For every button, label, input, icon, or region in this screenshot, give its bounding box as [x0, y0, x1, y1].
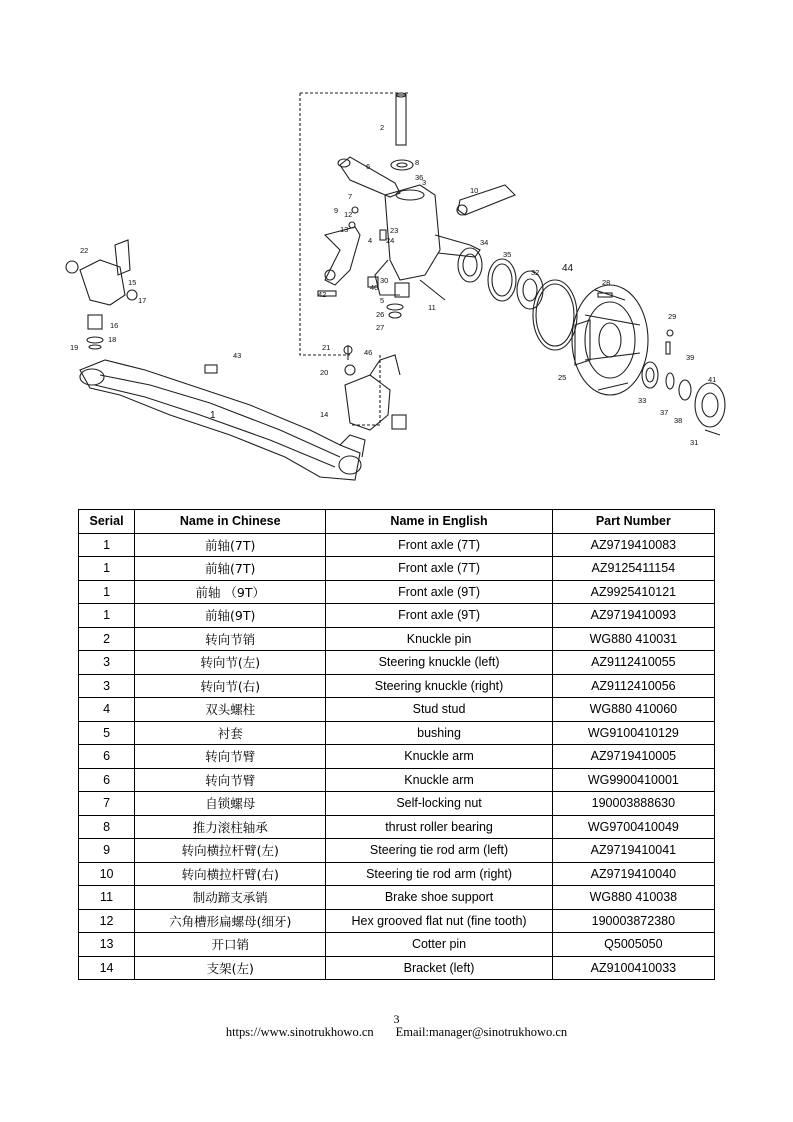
serial-cell: 6	[79, 768, 135, 792]
english-name-cell: Front axle (7T)	[326, 557, 552, 581]
table-row	[79, 627, 715, 651]
svg-text:20: 20	[320, 368, 329, 377]
serial-cell: 12	[79, 909, 135, 933]
page-footer	[0, 1025, 793, 1040]
part-number-cell: AZ9112410055	[552, 651, 714, 675]
english-name-cell: Steering tie rod arm (left)	[326, 839, 552, 863]
svg-text:27: 27	[376, 323, 385, 332]
table-row	[79, 698, 715, 722]
table-row	[79, 721, 715, 745]
english-name-cell: Hex grooved flat nut (fine tooth)	[326, 909, 552, 933]
svg-text:43: 43	[233, 351, 242, 360]
front-axle-beam	[80, 360, 365, 480]
svg-text:8: 8	[415, 158, 420, 167]
english-name-cell: Knuckle arm	[326, 768, 552, 792]
chinese-name-cell: 制动蹄支承销	[135, 886, 326, 910]
part-number-cell: AZ9719410005	[552, 745, 714, 769]
english-name-cell: Front axle (9T)	[326, 604, 552, 628]
serial-cell: 9	[79, 839, 135, 863]
chinese-name-cell: 开口销	[135, 933, 326, 957]
svg-text:36: 36	[415, 173, 424, 182]
serial-cell: 7	[79, 792, 135, 816]
serial-cell: 3	[79, 674, 135, 698]
part-number-cell: WG9700410049	[552, 815, 714, 839]
website-link[interactable]: https://www.sinotrukhowo.cn	[225, 1025, 374, 1039]
serial-cell: 2	[79, 627, 135, 651]
part-number-cell: WG880 410031	[552, 627, 714, 651]
english-name-cell: bushing	[326, 721, 552, 745]
table-row	[79, 909, 715, 933]
svg-text:37: 37	[660, 408, 669, 417]
svg-text:26: 26	[376, 310, 385, 319]
chinese-name-cell: 转向横拉杆臂(左)	[135, 839, 326, 863]
svg-text:21: 21	[322, 343, 331, 352]
parts-table	[78, 509, 715, 980]
table-header-row	[79, 510, 715, 534]
serial-cell: 1	[79, 580, 135, 604]
svg-text:9: 9	[334, 206, 339, 215]
svg-text:32: 32	[531, 268, 540, 277]
english-name-cell: Brake shoe support	[326, 886, 552, 910]
part-number-cell: 190003872380	[552, 909, 714, 933]
chinese-name-cell: 自锁螺母	[135, 792, 326, 816]
part-number-cell: AZ9125411154	[552, 557, 714, 581]
part-number-cell: WG9100410129	[552, 721, 714, 745]
svg-text:2: 2	[380, 123, 385, 132]
svg-text:30: 30	[380, 276, 389, 285]
chinese-name-cell: 转向节销	[135, 627, 326, 651]
svg-text:22: 22	[80, 246, 89, 255]
wheel-hub	[572, 285, 648, 395]
english-name-cell: Cotter pin	[326, 933, 552, 957]
table-row	[79, 604, 715, 628]
svg-text:17: 17	[138, 296, 147, 305]
svg-text:13: 13	[340, 225, 349, 234]
part-number-cell: WG880 410038	[552, 886, 714, 910]
chinese-name-cell: 前轴(9T)	[135, 604, 326, 628]
serial-cell: 3	[79, 651, 135, 675]
svg-text:5: 5	[380, 296, 385, 305]
header-part-number: Part Number	[552, 510, 714, 534]
svg-text:4: 4	[368, 236, 373, 245]
svg-text:19: 19	[70, 343, 79, 352]
part-number-cell: AZ9925410121	[552, 580, 714, 604]
serial-cell: 14	[79, 956, 135, 980]
svg-text:42: 42	[318, 290, 327, 299]
english-name-cell: Front axle (7T)	[326, 533, 552, 557]
table-row	[79, 839, 715, 863]
chinese-name-cell: 转向横拉杆臂(右)	[135, 862, 326, 886]
english-name-cell: Knuckle arm	[326, 745, 552, 769]
chinese-name-cell: 前轴(7T)	[135, 557, 326, 581]
svg-text:18: 18	[108, 335, 117, 344]
serial-cell: 4	[79, 698, 135, 722]
english-name-cell: Self-locking nut	[326, 792, 552, 816]
svg-text:31: 31	[690, 438, 699, 447]
svg-text:14: 14	[320, 410, 329, 419]
chinese-name-cell: 双头螺柱	[135, 698, 326, 722]
serial-cell: 8	[79, 815, 135, 839]
part-number-cell: Q5005050	[552, 933, 714, 957]
chinese-name-cell: 转向节(右)	[135, 674, 326, 698]
chinese-name-cell: 推力滚柱轴承	[135, 815, 326, 839]
header-serial: Serial	[79, 510, 135, 534]
serial-cell: 6	[79, 745, 135, 769]
english-name-cell: Front axle (9T)	[326, 580, 552, 604]
exploded-parts-diagram	[50, 85, 750, 505]
chinese-name-cell: 前轴(7T)	[135, 533, 326, 557]
part-number-cell: AZ9719410041	[552, 839, 714, 863]
serial-cell: 1	[79, 557, 135, 581]
table-body	[79, 533, 715, 980]
svg-text:1: 1	[210, 410, 216, 421]
svg-text:39: 39	[686, 353, 695, 362]
english-name-cell: Stud stud	[326, 698, 552, 722]
serial-cell: 13	[79, 933, 135, 957]
chinese-name-cell: 前轴 （9T）	[135, 580, 326, 604]
serial-cell: 1	[79, 604, 135, 628]
serial-cell: 5	[79, 721, 135, 745]
part-number-cell: WG9900410001	[552, 768, 714, 792]
part-number-cell: AZ9719410040	[552, 862, 714, 886]
svg-text:44: 44	[562, 263, 574, 274]
svg-text:11: 11	[428, 303, 436, 312]
part-number-cell: AZ9719410093	[552, 604, 714, 628]
table-row	[79, 815, 715, 839]
table-row	[79, 557, 715, 581]
chinese-name-cell: 支架(左)	[135, 956, 326, 980]
english-name-cell: Steering tie rod arm (right)	[326, 862, 552, 886]
svg-text:38: 38	[674, 416, 683, 425]
header-english-name: Name in English	[326, 510, 552, 534]
svg-text:16: 16	[110, 321, 119, 330]
svg-text:7: 7	[348, 192, 353, 201]
english-name-cell: Steering knuckle (left)	[326, 651, 552, 675]
english-name-cell: Steering knuckle (right)	[326, 674, 552, 698]
svg-text:23: 23	[390, 226, 399, 235]
table-row	[79, 792, 715, 816]
callout-labels	[70, 123, 716, 447]
svg-text:6: 6	[366, 162, 371, 171]
page-number: 3	[393, 1012, 400, 1026]
svg-text:12: 12	[344, 210, 353, 219]
svg-text:3: 3	[422, 178, 427, 187]
part-number-cell: AZ9100410033	[552, 956, 714, 980]
part-number-cell: WG880 410060	[552, 698, 714, 722]
svg-text:40: 40	[370, 283, 379, 292]
chinese-name-cell: 六角槽形扁螺母(细牙)	[135, 909, 326, 933]
serial-cell: 1	[79, 533, 135, 557]
part-number-cell: AZ9112410056	[552, 674, 714, 698]
header-chinese-name: Name in Chinese	[135, 510, 326, 534]
svg-text:35: 35	[503, 250, 512, 259]
diagram-svg	[50, 85, 750, 505]
svg-text:28: 28	[602, 278, 611, 287]
serial-cell: 11	[79, 886, 135, 910]
knuckle-pin	[396, 93, 406, 145]
left-knuckle-group	[66, 240, 137, 349]
table-row	[79, 674, 715, 698]
svg-text:25: 25	[558, 373, 567, 382]
svg-text:33: 33	[638, 396, 647, 405]
svg-text:24: 24	[386, 236, 395, 245]
table-row	[79, 933, 715, 957]
svg-text:29: 29	[668, 312, 677, 321]
chinese-name-cell: 转向节臂	[135, 745, 326, 769]
table-row	[79, 580, 715, 604]
part-number-cell: 190003888630	[552, 792, 714, 816]
table-row	[79, 768, 715, 792]
hub-bearings	[458, 248, 543, 309]
svg-text:10: 10	[470, 186, 479, 195]
svg-text:41: 41	[708, 375, 717, 384]
oil-seal-ring	[533, 280, 577, 350]
table-row	[79, 533, 715, 557]
english-name-cell: Knuckle pin	[326, 627, 552, 651]
english-name-cell: thrust roller bearing	[326, 815, 552, 839]
part-number-cell: AZ9719410083	[552, 533, 714, 557]
chinese-name-cell: 衬套	[135, 721, 326, 745]
table-row	[79, 745, 715, 769]
table-row	[79, 651, 715, 675]
chinese-name-cell: 转向节(左)	[135, 651, 326, 675]
serial-cell: 10	[79, 862, 135, 886]
hub-cap	[695, 383, 725, 427]
svg-text:34: 34	[480, 238, 489, 247]
chinese-name-cell: 转向节臂	[135, 768, 326, 792]
svg-text:46: 46	[364, 348, 373, 357]
svg-text:15: 15	[128, 278, 137, 287]
table-row	[79, 886, 715, 910]
lower-knuckle-group	[344, 345, 406, 430]
email-text[interactable]: Email:manager@sinotrukhowo.cn	[395, 1025, 568, 1039]
english-name-cell: Bracket (left)	[326, 956, 552, 980]
table-row	[79, 956, 715, 980]
table-row	[79, 862, 715, 886]
